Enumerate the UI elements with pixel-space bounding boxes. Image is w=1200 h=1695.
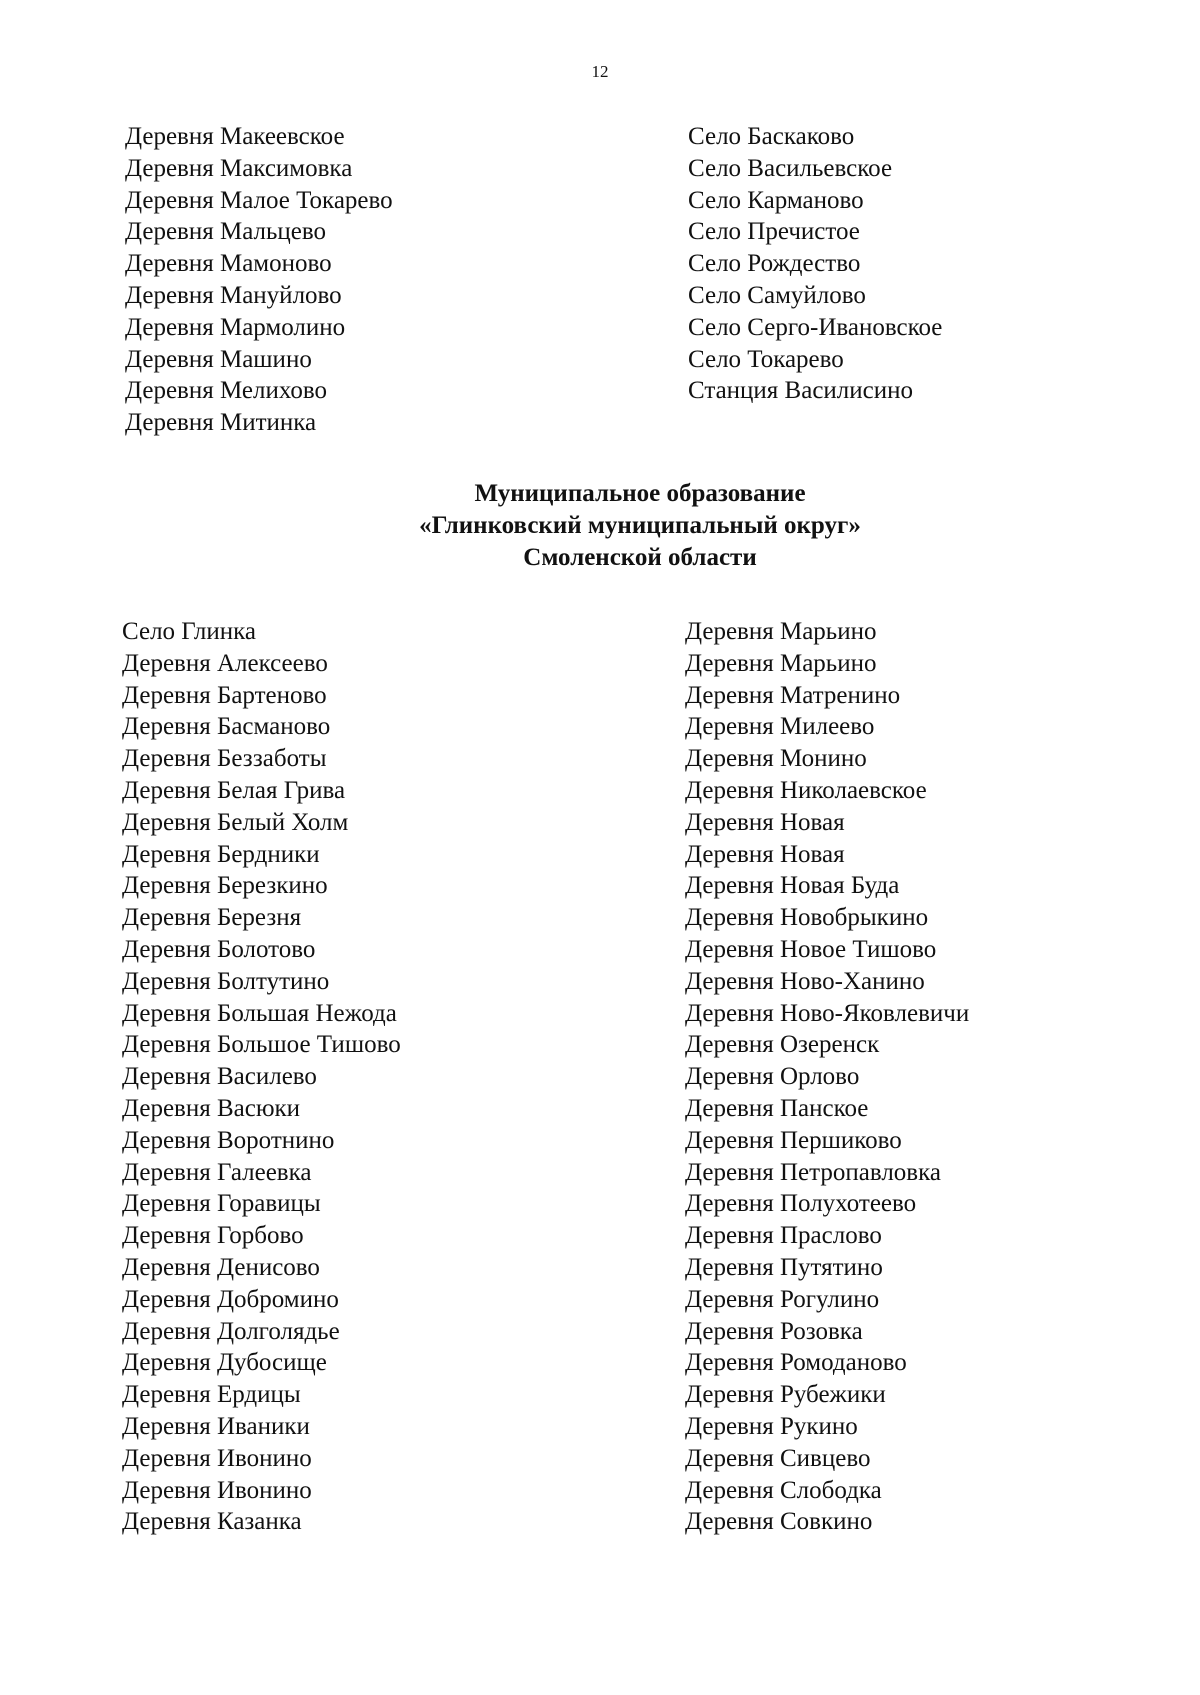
list-item: Деревня Мануйлово (125, 281, 342, 309)
list-item: Деревня Березня (122, 904, 302, 932)
list-item: Деревня Мелихово (125, 377, 328, 405)
list-item: Деревня Митинка (125, 409, 317, 437)
list-item: Деревня Ромоданово (685, 1349, 907, 1377)
list-item: Деревня Ново-Ханино (685, 967, 925, 995)
list-item: Деревня Денисово (122, 1253, 320, 1281)
list-item: Деревня Воротнино (122, 1126, 335, 1154)
list-item: Деревня Рубежики (685, 1381, 886, 1409)
heading-line-3: Смоленской области (523, 544, 757, 571)
list-item: Деревня Петропавловка (685, 1158, 941, 1186)
list-item: Деревня Марьино (685, 649, 877, 677)
list-item: Село Самуйлово (688, 281, 866, 309)
page-number: 12 (591, 62, 609, 81)
list-item: Деревня Малое Токарево (125, 186, 393, 214)
list-item: Деревня Большая Нежода (122, 999, 397, 1027)
list-item: Деревня Бартеново (122, 681, 327, 709)
list-item: Деревня Ердицы (122, 1381, 301, 1409)
list-item: Деревня Максимовка (125, 154, 353, 182)
list-item: Деревня Белый Холм (122, 808, 349, 836)
list-item: Село Баскаково (688, 123, 855, 150)
list-item: Деревня Беззаботы (122, 745, 327, 773)
list-item: Деревня Орлово (685, 1063, 860, 1091)
list-item: Деревня Новое Тишово (685, 935, 937, 963)
top-list-right (688, 121, 942, 407)
list-item: Деревня Слободка (685, 1476, 882, 1504)
list-item: Деревня Милеево (685, 713, 875, 741)
list-item: Деревня Березкино (122, 872, 328, 900)
list-item: Деревня Першиково (685, 1126, 902, 1154)
list-item: Село Глинка (122, 618, 256, 645)
list-item: Деревня Новая (685, 840, 845, 868)
heading-line-1: Муниципальное образование (474, 480, 806, 507)
list-item: Деревня Алексеево (122, 649, 328, 677)
top-list-left (125, 121, 393, 439)
list-item: Деревня Долголядье (122, 1317, 340, 1345)
list-item: Деревня Басманово (122, 713, 331, 741)
list-item: Деревня Большое Тишово (122, 1031, 401, 1059)
list-item: Деревня Машино (125, 345, 312, 373)
list-item: Деревня Сивцево (685, 1444, 871, 1472)
list-item: Деревня Мальцево (125, 218, 327, 246)
list-item: Деревня Новобрыкино (685, 904, 929, 932)
list-item: Деревня Мармолино (125, 313, 346, 341)
section-heading (0, 478, 1200, 574)
list-item: Село Серго-Ивановское (688, 313, 943, 341)
list-item: Деревня Марьино (685, 618, 877, 645)
list-item: Деревня Полухотеево (685, 1190, 917, 1218)
list-item: Деревня Галеевка (122, 1158, 312, 1186)
list-item: Деревня Озеренск (685, 1031, 880, 1059)
list-item: Деревня Белая Грива (122, 776, 346, 804)
list-item: Деревня Дубосище (122, 1349, 327, 1377)
list-item: Деревня Ивонино (122, 1444, 312, 1472)
list-item: Деревня Василево (122, 1063, 317, 1091)
list-item: Деревня Васюки (122, 1094, 301, 1122)
list-item: Деревня Новая Буда (685, 872, 900, 900)
list-item: Деревня Новая (685, 808, 845, 836)
section-list-right (685, 616, 969, 1538)
list-item: Деревня Николаевское (685, 776, 927, 804)
list-item: Деревня Казанка (122, 1508, 302, 1536)
list-item: Деревня Болотово (122, 935, 316, 963)
list-item: Деревня Рукино (685, 1412, 858, 1440)
list-item: Деревня Ново-Яковлевичи (685, 999, 970, 1027)
list-item: Деревня Розовка (685, 1317, 863, 1345)
list-item: Деревня Совкино (685, 1508, 873, 1536)
list-item: Деревня Бердники (122, 840, 320, 868)
list-item: Деревня Праслово (685, 1222, 882, 1250)
list-item: Деревня Ивонино (122, 1476, 312, 1504)
list-item: Село Васильевское (688, 154, 893, 182)
list-item: Деревня Мамоново (125, 250, 332, 278)
list-item: Село Карманово (688, 186, 864, 214)
list-item: Деревня Иваники (122, 1412, 310, 1440)
list-item: Деревня Рогулино (685, 1285, 880, 1313)
heading-line-2: «Глинковский муниципальный округ» (419, 512, 861, 539)
list-item: Деревня Болтутино (122, 967, 330, 995)
list-item: Деревня Горавицы (122, 1190, 321, 1218)
section-list-left (122, 616, 401, 1538)
list-item: Деревня Макеевское (125, 123, 345, 150)
list-item: Деревня Добромино (122, 1285, 339, 1313)
list-item: Деревня Панское (685, 1094, 869, 1122)
list-item: Село Рождество (688, 250, 861, 278)
list-item: Село Пречистое (688, 218, 860, 246)
list-item: Станция Василисино (688, 377, 914, 405)
list-item: Деревня Горбово (122, 1222, 304, 1250)
list-item: Деревня Путятино (685, 1253, 883, 1281)
list-item: Деревня Монино (685, 745, 867, 773)
list-item: Деревня Матренино (685, 681, 901, 709)
list-item: Село Токарево (688, 345, 844, 373)
